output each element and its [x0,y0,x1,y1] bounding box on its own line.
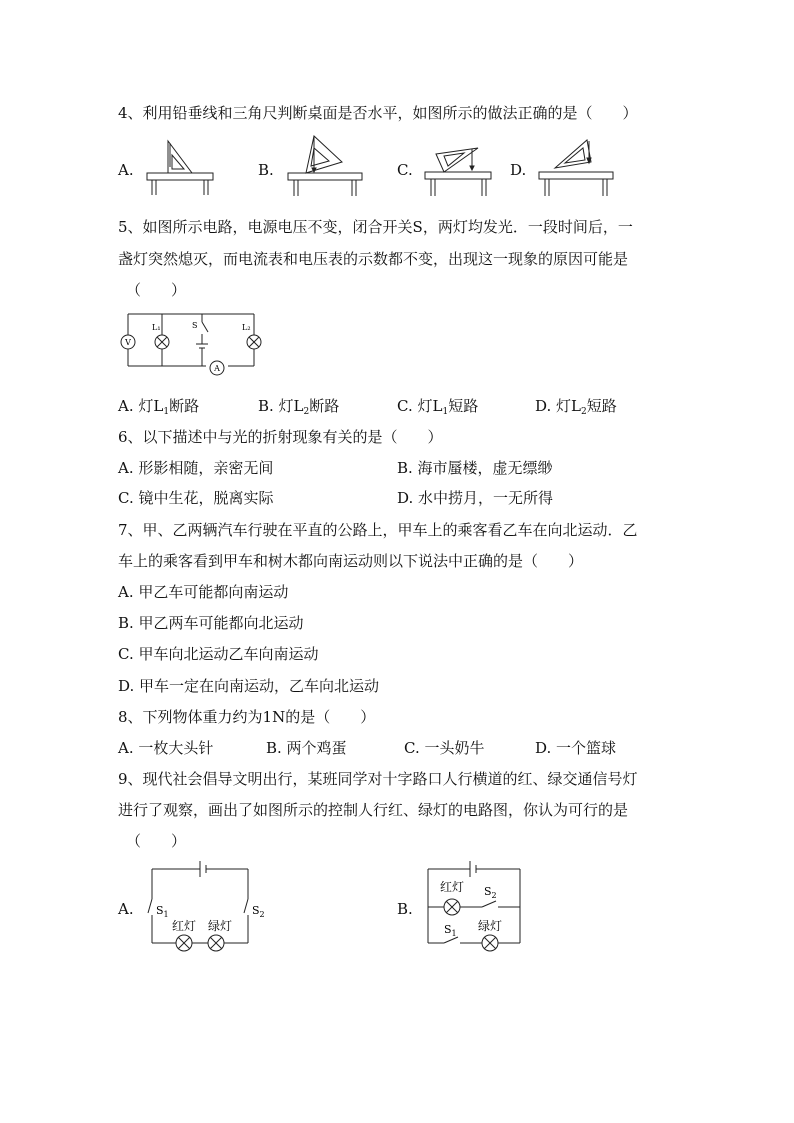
q8-option-d: D. 一个篮球 [535,739,617,757]
q5-option-a: A. 灯$L_1$断路 [118,397,200,417]
q5-stem-line2: 盏灯突然熄灭，而电流表和电压表的示数都不变，出现这一现象的原因可能是 [118,250,629,268]
circuit-b-red-lamp-label: 红灯 [440,880,465,894]
q6-option-a: A. 形影相随，亲密无间 [118,459,274,477]
circuit-a-s2-label: $S_2$ [252,904,265,919]
circuit-a-red-lamp-label: 红灯 [172,919,197,933]
q4-figure-b [284,132,366,198]
q7-stem-line1: 7、甲、乙两辆汽车行驶在平直的公路上，甲车上的乘客看乙车在向北运动．乙 [118,521,638,539]
q5-stem-line3: （ ） [126,281,187,299]
q5-option-d: D. 灯$L_2$短路 [535,397,617,417]
q4-figure-a [140,135,220,197]
q7-option-c: C. 甲车向北运动乙车向南运动 [118,645,319,663]
q5-option-b: B. 灯$L_2$断路 [258,397,340,417]
q9-circuit-b [420,857,530,957]
circuit-a-s1-label: $S_1$ [156,904,169,919]
q9-circuit-a [138,857,274,957]
q4-option-d-label: D. [510,161,527,179]
q8-option-a: A. 一枚大头针 [118,739,214,757]
q7-option-b: B. 甲乙两车可能都向北运动 [118,614,304,632]
q9-stem-line1: 9、现代社会倡导文明出行，某班同学对十字路口人行横道的红、绿交通信号灯 [118,770,638,788]
q8-option-c: C. 一头奶牛 [404,739,485,757]
q9-option-b-label: B. [397,900,413,918]
q4-option-b-label: B. [258,161,274,179]
q4-stem: 4、利用铅垂线和三角尺判断桌面是否水平，如图所示的做法正确的是（ ） [118,104,638,122]
q9-stem-line3: （ ） [126,832,187,850]
q7-stem-line2: 车上的乘客看到甲车和树木都向南运动则以下说法中正确的是（ ） [118,552,584,570]
q6-stem: 6、以下描述中与光的折射现象有关的是（ ） [118,428,443,446]
q4-figure-c [422,140,494,198]
circuit-a-green-lamp-label: 绿灯 [208,919,233,933]
q9-option-a-label: A. [118,900,134,918]
circuit-b-green-lamp-label: 绿灯 [478,919,503,933]
q5-option-c: C. 灯$L_1$短路 [397,397,479,417]
q4-option-a-label: A. [118,161,134,179]
q6-option-c: C. 镜中生花，脱离实际 [118,489,274,507]
voltmeter-symbol-label: V [125,338,131,347]
q8-option-b: B. 两个鸡蛋 [266,739,347,757]
q5-circuit-diagram [118,310,268,382]
lamp2-label: L₂ [242,323,251,332]
q6-option-d: D. 水中捞月，一无所得 [397,489,554,507]
q7-option-d: D. 甲车一定在向南运动，乙车向北运动 [118,677,380,695]
switch-s-label: S [192,321,198,330]
q5-stem-line1: 5、如图所示电路，电源电压不变，闭合开关S，两灯均发光．一段时间后，一 [118,218,633,236]
q4-option-c-label: C. [397,161,413,179]
q7-option-a: A. 甲乙车可能都向南运动 [118,583,289,601]
circuit-b-s2-label: $S_2$ [484,885,497,900]
q6-option-b: B. 海市蜃楼，虚无缥缈 [397,459,553,477]
circuit-b-s1-label: $S_1$ [444,923,457,938]
q9-stem-line2: 进行了观察，画出了如图所示的控制人行红、绿灯的电路图，你认为可行的是 [118,801,629,819]
q4-figure-d [537,136,617,198]
ammeter-symbol-label: A [214,364,220,373]
q8-stem: 8、下列物体重力约为1N的是（ ） [118,708,376,726]
lamp1-label: L₁ [152,323,161,332]
